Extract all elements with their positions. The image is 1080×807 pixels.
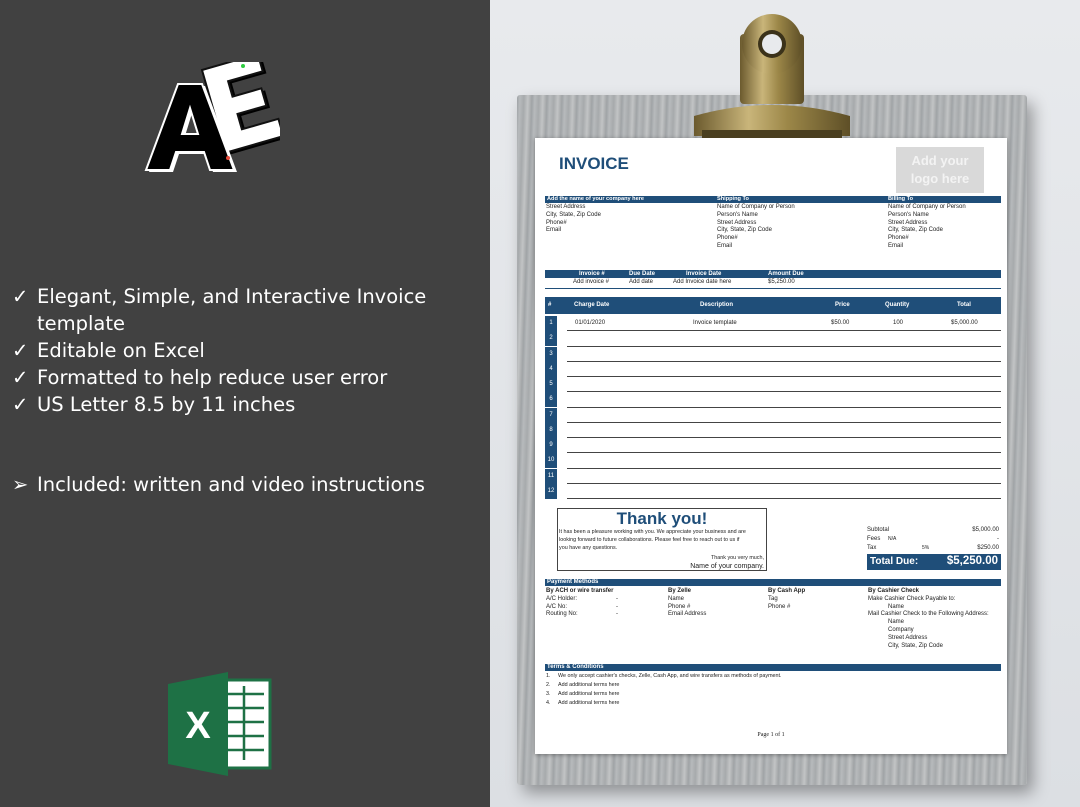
row-number: 2 bbox=[545, 331, 557, 346]
svg-text:X: X bbox=[185, 705, 211, 747]
row-divider bbox=[567, 498, 1001, 499]
row-number: 10 bbox=[545, 453, 557, 468]
brand-logo bbox=[140, 62, 280, 172]
feature-4: ✓ US Letter 8.5 by 11 inches bbox=[12, 393, 296, 416]
invoice-meta-values: Add invoice # Add date Add Invoice date here $5,250.00 bbox=[573, 279, 795, 285]
payment-methods-header: Payment Methods bbox=[545, 579, 1001, 586]
row-divider bbox=[567, 361, 1001, 362]
row-number: 9 bbox=[545, 438, 557, 453]
row-divider bbox=[567, 422, 1001, 423]
row-divider bbox=[567, 407, 1001, 408]
row-number: 8 bbox=[545, 423, 557, 438]
row-number: 12 bbox=[545, 484, 557, 499]
payment-ach: By ACH or wire transfer A/C Holder: - A/C No: - Routing No: - bbox=[546, 588, 618, 618]
invoice-meta-header: Invoice # Due Date Invoice Date Amount Due bbox=[545, 270, 1001, 278]
included-note: ➢ Included: written and video instructions bbox=[12, 473, 425, 496]
logo-text: AE bbox=[140, 62, 142, 63]
terms-header: Terms & Conditions bbox=[545, 664, 1001, 671]
row-divider bbox=[567, 346, 1001, 347]
invoice-title: INVOICE bbox=[559, 154, 629, 173]
total-due: Total Due: $5,250.00 bbox=[867, 554, 1001, 570]
invoice-sheet: INVOICE Add your logo here Add the name of your company here Shipping To Billing To Street Address City, State, Zip Code Phone# Email Name of Company or Person Person's Name Street Address City, State, Zip Code Phone# Email Name of Company or Person Person's Name Street Address City, State, Zip Code Phone# Email Invoice # Due Date Invoice Date Amount Due Add invoice # Add date Add Invoice date here $5,250.00 # Charge Date Description Price Quantity Total 01/01/2020 Invoice template $50.00 100 $5,000.00 Thank you! It has been a pleasure working with you. We appreciate your business and are looking forward to future collaborations. Please feel free to reach out to us if you have any questions. Thank you very much, Name of your company. Subtotal $5,000.00 Fees N/A - Tax 5% $250.00 Total Due: $5,250.00 Payment Methods By ACH or wire transfer A/C Holder: - A/C No: - Routing No: - By Zelle Name Phone # Email Address By Cash App Tag Phone # By Cashier Check Make Cashier Check Payable to: Name Mail Cashier Check to the Following Address: Name Company Street Address City, State, Zip Code Terms & Conditions 1. We only accept cashier's checks, Zelle, Cash App, and wire transfers as methods of payment. 2. Add additional terms here 3. Add additional terms here 4. Add additional terms here Page 1 of 1 1 2 3 4 5 6 7 8 9 10 11 12 bbox=[535, 138, 1007, 754]
logo-placeholder: Add your logo here bbox=[896, 147, 984, 193]
row-divider bbox=[567, 452, 1001, 453]
promo-panel bbox=[0, 0, 490, 807]
row-number: 4 bbox=[545, 362, 557, 377]
binder-clip bbox=[684, 8, 860, 140]
row-divider bbox=[567, 468, 1001, 469]
company-address: Street Address City, State, Zip Code Phone# Email bbox=[546, 204, 601, 234]
row-number: 3 bbox=[545, 347, 557, 362]
row-divider bbox=[567, 330, 1001, 331]
excel-icon bbox=[168, 672, 276, 776]
items-table-header: # Charge Date Description Price Quantity Total bbox=[545, 297, 1001, 314]
billing-address: Name of Company or Person Person's Name Street Address City, State, Zip Code Phone# Email bbox=[888, 204, 966, 249]
feature-1: ✓ Elegant, Simple, and Interactive Invoice template bbox=[12, 285, 427, 335]
terms-list: 1. We only accept cashier's checks, Zelle, Cash App, and wire transfers as methods of payment. 2. Add additional terms here 3. Add additional terms here 4. Add additional terms here bbox=[546, 673, 782, 706]
row-number: 5 bbox=[545, 377, 557, 392]
payment-cashier-check: By Cashier Check Make Cashier Check Payable to: Name Mail Cashier Check to the Following Address: Name Company Street Address City, State, Zip Code bbox=[868, 588, 989, 649]
shipping-address: Name of Company or Person Person's Name Street Address City, State, Zip Code Phone# Email bbox=[717, 204, 795, 249]
row-divider bbox=[567, 391, 1001, 392]
address-header-bar: Add the name of your company here Shipping To Billing To bbox=[545, 196, 1001, 203]
feature-3: ✓ Formatted to help reduce user error bbox=[12, 366, 388, 389]
row-number: 6 bbox=[545, 392, 557, 407]
totals-block: Subtotal $5,000.00 Fees N/A - Tax 5% $250.00 bbox=[867, 527, 999, 551]
row-number: 11 bbox=[545, 469, 557, 484]
feature-2: ✓ Editable on Excel bbox=[12, 339, 205, 362]
row-divider bbox=[567, 483, 1001, 484]
row-divider bbox=[567, 376, 1001, 377]
page-number: Page 1 of 1 bbox=[757, 732, 785, 738]
row-number: 1 bbox=[545, 316, 557, 331]
row-divider bbox=[567, 437, 1001, 438]
thank-you-box: Thank you! It has been a pleasure working with you. We appreciate your business and are looking forward to future collaborations. Please feel free to reach out to us if you have any questions. Thank you very much, Name of your company. bbox=[557, 508, 767, 571]
payment-cashapp: By Cash App Tag Phone # bbox=[768, 588, 806, 610]
row-number: 7 bbox=[545, 408, 557, 423]
payment-zelle: By Zelle Name Phone # Email Address bbox=[668, 588, 707, 618]
